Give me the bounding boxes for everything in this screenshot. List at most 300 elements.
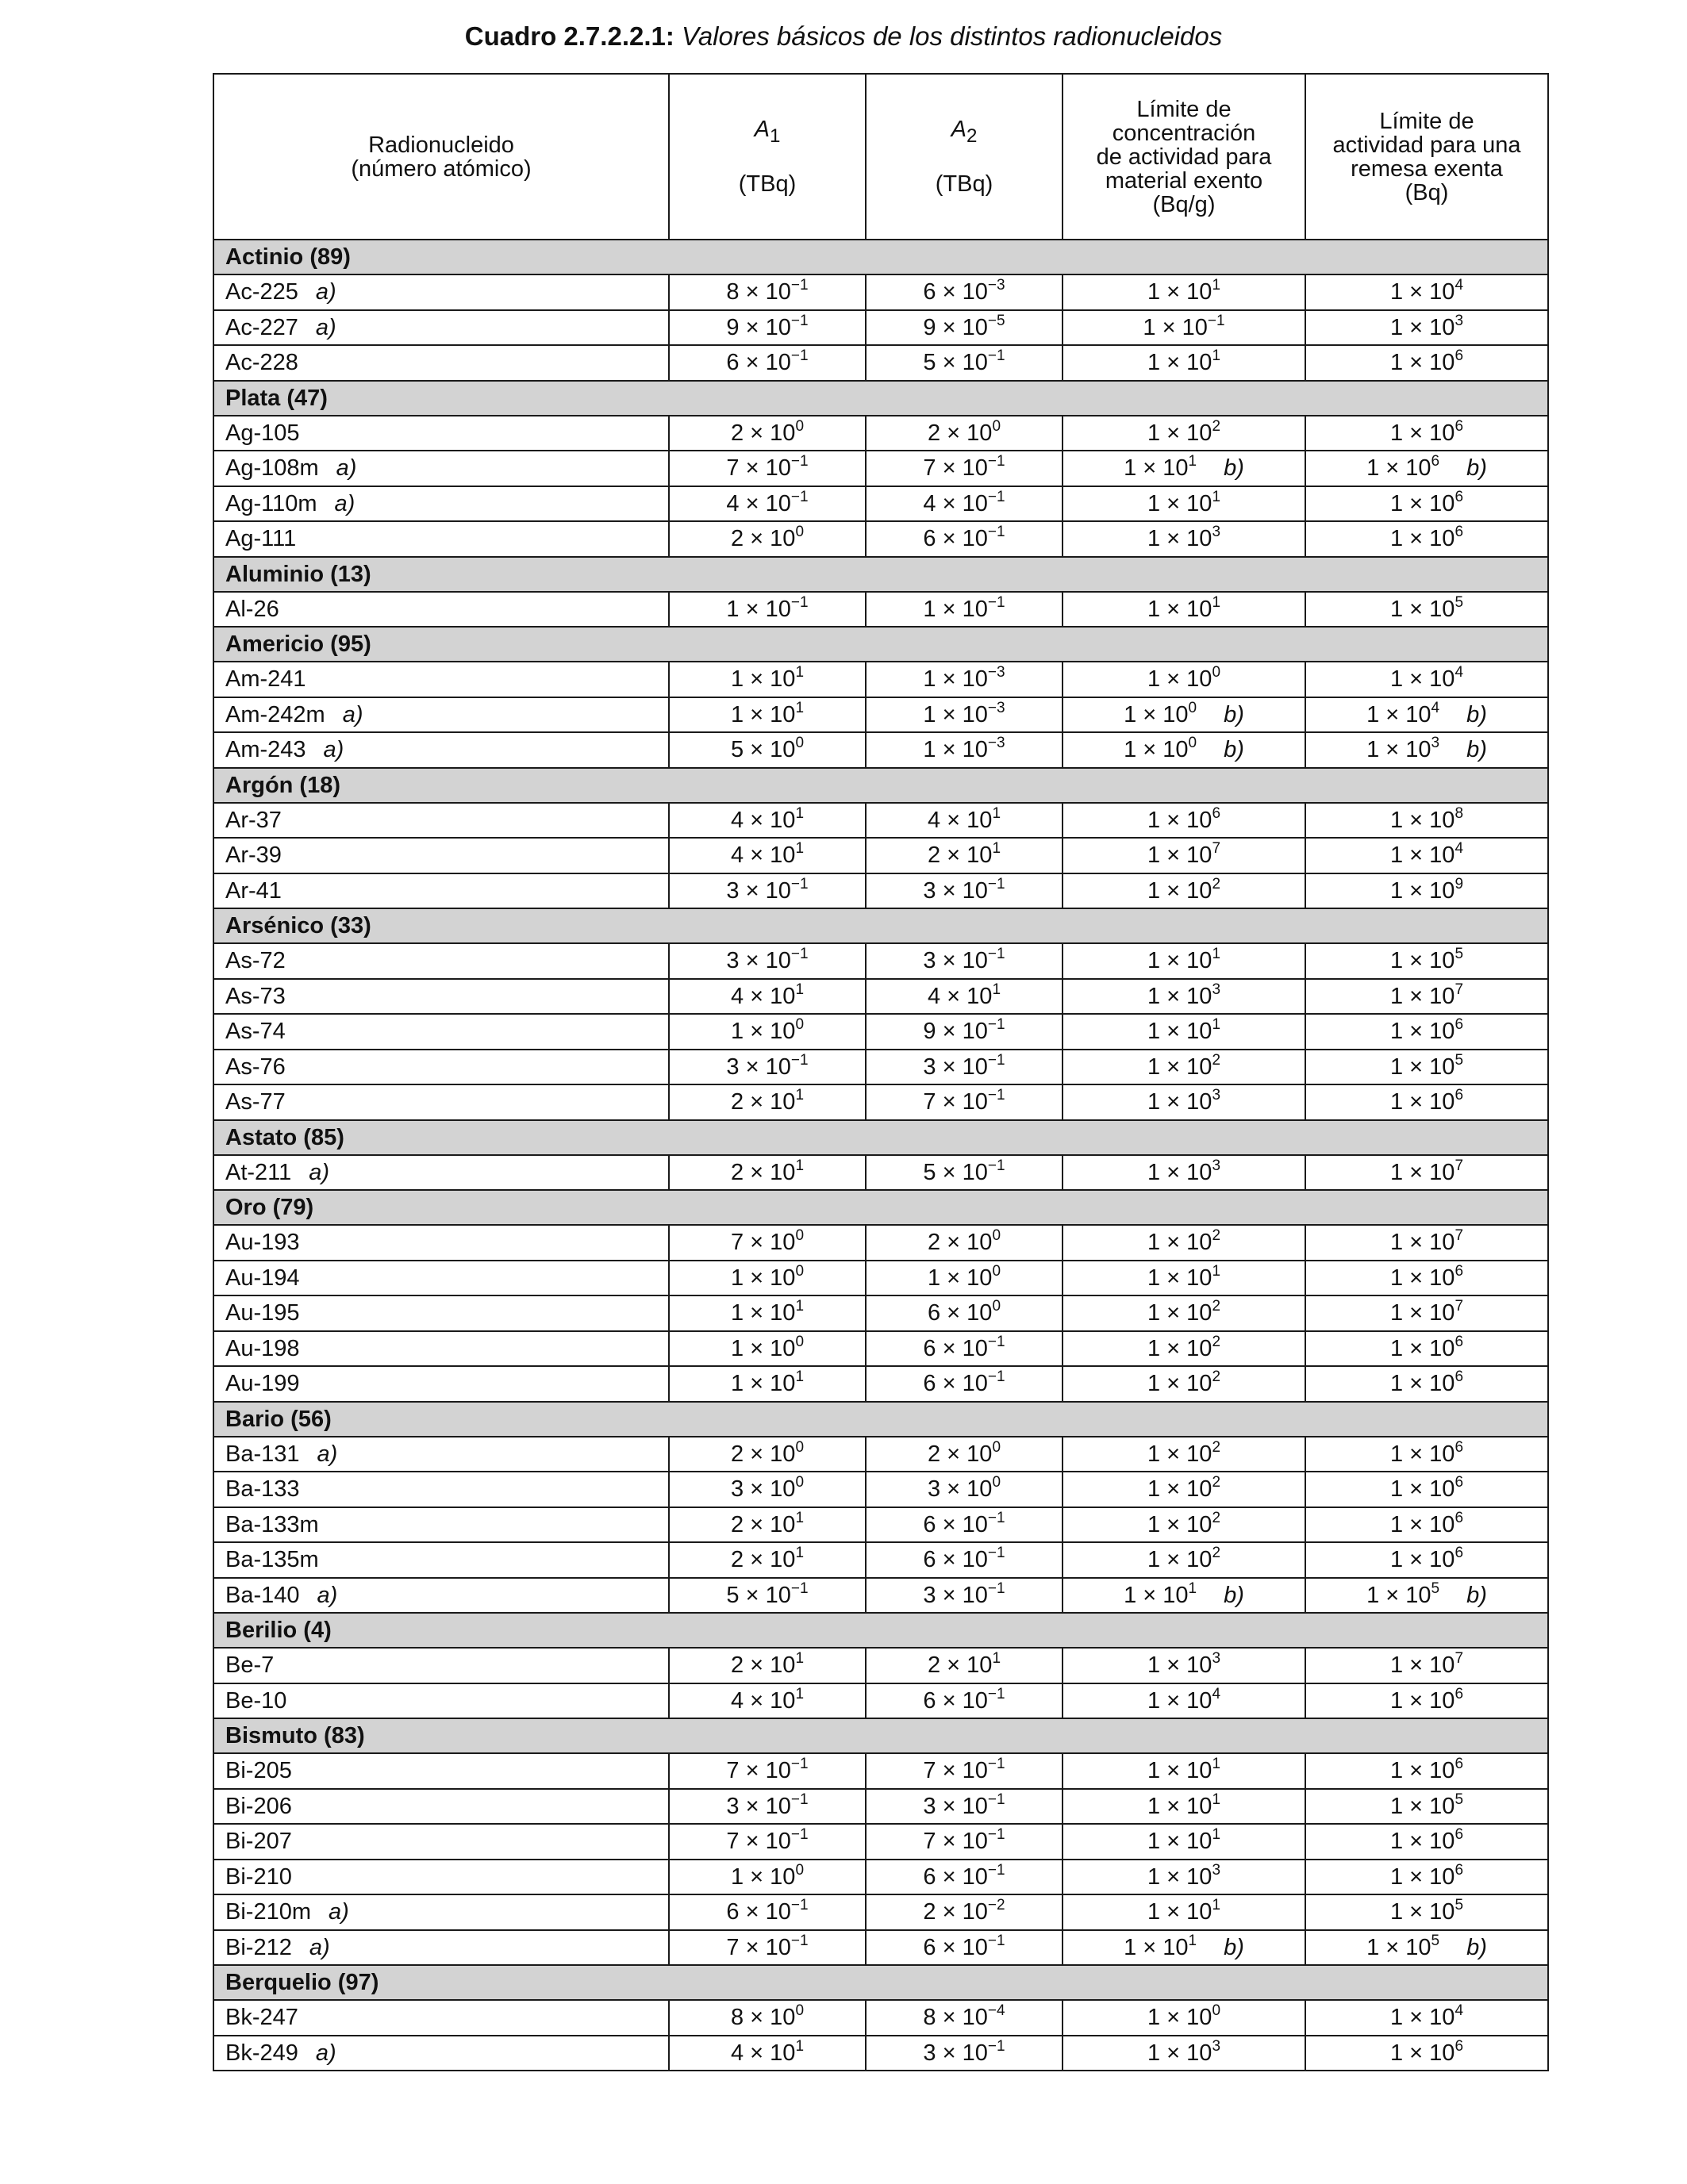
base-ten: 10 <box>1429 1547 1455 1573</box>
times-sign: × <box>1166 1793 1181 1819</box>
consignment-limit-value <box>1389 2037 1464 2066</box>
concentration-limit-value <box>1147 1652 1220 1678</box>
base-ten: 10 <box>1429 1511 1455 1537</box>
a2-cell <box>866 1507 1063 1543</box>
base-ten: 10 <box>966 1652 993 1679</box>
base-ten: 10 <box>770 701 796 727</box>
concentration-limit-value-exponent: 1 <box>1212 347 1221 365</box>
base-ten: 10 <box>966 1265 993 1291</box>
times-sign: × <box>1409 666 1424 693</box>
base-ten: 10 <box>966 1476 993 1503</box>
footnote-b: b) <box>1466 1934 1487 1960</box>
base-ten: 10 <box>1429 1652 1455 1679</box>
times-sign: × <box>745 350 759 376</box>
table-row <box>213 1331 1548 1367</box>
base-ten: 10 <box>765 1054 791 1080</box>
nuclide-cell <box>213 1084 669 1120</box>
a2-value-exponent: −1 <box>987 1157 1005 1174</box>
a2-cell <box>866 1331 1063 1367</box>
concentration-limit-cell <box>1063 1824 1305 1860</box>
a2-value-mantissa: 1 <box>927 1265 941 1291</box>
times-sign: × <box>942 1829 956 1855</box>
a2-value-mantissa: 3 <box>923 1054 936 1080</box>
consignment-limit-value-mantissa: 1 <box>1389 350 1404 376</box>
times-sign: × <box>1166 1159 1181 1185</box>
a2-value-mantissa: 3 <box>923 948 936 974</box>
base-ten: 10 <box>962 350 988 376</box>
a2-value-mantissa: 6 <box>923 1934 936 1960</box>
times-sign: × <box>942 1934 956 1960</box>
nuclide-cell <box>213 592 669 628</box>
concentration-limit-value-exponent: 1 <box>1188 453 1197 470</box>
footnote-a: a) <box>315 279 336 305</box>
concentration-limit-cell <box>1063 2000 1305 2036</box>
times-sign: × <box>1166 807 1181 833</box>
times-sign: × <box>1166 526 1181 552</box>
nuclide-name: Am-243 <box>225 737 306 763</box>
base-ten: 10 <box>1429 807 1455 833</box>
a2-cell <box>866 873 1063 909</box>
a2-cell <box>866 1930 1063 1966</box>
base-ten: 10 <box>962 314 988 340</box>
consignment-limit-value-mantissa: 1 <box>1366 455 1380 482</box>
consignment-limit-value-mantissa: 1 <box>1389 1441 1404 1467</box>
element-group-name: Astato (85) <box>213 1120 1548 1155</box>
a1-value-exponent: 1 <box>795 1087 805 1104</box>
consignment-limit-value <box>1390 1300 1463 1326</box>
times-sign: × <box>1385 701 1400 727</box>
consignment-limit-value-exponent: 5 <box>1455 946 1464 963</box>
concentration-limit-value-exponent: 7 <box>1212 840 1221 858</box>
a1-cell <box>669 486 866 522</box>
footnote-a: a) <box>309 1159 330 1185</box>
concentration-limit-value <box>1147 1333 1221 1361</box>
times-sign: × <box>745 1758 759 1784</box>
base-ten: 10 <box>962 1829 988 1855</box>
times-sign: × <box>1409 1687 1424 1714</box>
a2-value-mantissa: 7 <box>923 1089 936 1115</box>
footnote-a: a) <box>309 1934 330 1960</box>
base-ten: 10 <box>765 1899 791 1925</box>
a1-value-mantissa: 3 <box>726 1793 740 1819</box>
times-sign: × <box>1409 1793 1424 1819</box>
footnote-a: a) <box>315 314 336 340</box>
a1-value <box>730 1157 805 1185</box>
concentration-limit-value-exponent: 3 <box>1212 1861 1221 1879</box>
base-ten: 10 <box>1186 1652 1212 1679</box>
a2-value-exponent: −1 <box>987 1861 1005 1879</box>
times-sign: × <box>1162 314 1176 340</box>
nuclide-cell <box>213 1050 669 1085</box>
a2-value-mantissa: 6 <box>923 1547 936 1573</box>
base-ten: 10 <box>1186 948 1212 974</box>
a2-value <box>928 1652 1001 1678</box>
a1-value-mantissa: 2 <box>730 1159 744 1185</box>
base-ten: 10 <box>962 1547 988 1573</box>
a2-value <box>923 279 1005 305</box>
base-ten: 10 <box>765 490 791 516</box>
base-ten: 10 <box>770 1019 796 1045</box>
a1-cell <box>669 310 866 346</box>
a1-cell <box>669 873 866 909</box>
base-ten: 10 <box>770 807 796 833</box>
times-sign: × <box>947 1476 961 1503</box>
base-ten: 10 <box>1429 490 1455 516</box>
times-sign: × <box>942 1687 956 1714</box>
base-ten: 10 <box>1186 596 1212 622</box>
a2-value-exponent: 0 <box>992 417 1001 435</box>
times-sign: × <box>1166 2005 1181 2031</box>
concentration-limit-cell <box>1063 274 1305 310</box>
consignment-limit-value <box>1390 1758 1463 1783</box>
nuclide-cell <box>213 1225 669 1261</box>
base-ten: 10 <box>770 420 796 446</box>
concentration-limit-value-exponent: 1 <box>1212 1897 1221 1914</box>
times-sign: × <box>750 420 764 446</box>
concentration-limit-value-mantissa: 1 <box>1147 1300 1161 1326</box>
consignment-limit-value-exponent: 6 <box>1455 1545 1464 1562</box>
consignment-limit-value <box>1366 455 1439 481</box>
consignment-limit-cell <box>1305 1753 1548 1789</box>
element-group-name: Berquelio (97) <box>213 1965 1548 2000</box>
a1-value <box>726 593 809 622</box>
a2-cell <box>866 1542 1063 1578</box>
concentration-limit-value-mantissa: 1 <box>1147 2005 1161 2031</box>
table-row <box>213 1366 1548 1402</box>
concentration-limit-value <box>1124 699 1197 727</box>
concentration-limit-value <box>1147 488 1221 516</box>
table-row <box>213 1084 1548 1120</box>
concentration-limit-cell <box>1063 873 1305 909</box>
times-sign: × <box>745 1054 759 1080</box>
a2-value-exponent: −1 <box>987 1368 1005 1386</box>
a2-cell <box>866 1050 1063 1085</box>
times-sign: × <box>1166 1300 1181 1326</box>
consignment-limit-cell <box>1305 451 1548 486</box>
times-sign: × <box>1166 1511 1181 1537</box>
concentration-limit-value-mantissa: 1 <box>1147 843 1161 869</box>
times-sign: × <box>745 1582 759 1608</box>
times-sign: × <box>750 701 764 727</box>
concentration-limit-value <box>1147 1899 1220 1925</box>
concentration-limit-value-exponent: 3 <box>1212 1650 1221 1668</box>
consignment-limit-value-exponent: 4 <box>1455 277 1464 294</box>
nuclide-cell <box>213 697 669 733</box>
base-ten: 10 <box>1186 1793 1212 1819</box>
nuclide-cell <box>213 1648 669 1683</box>
a1-value-exponent: 0 <box>795 1262 805 1280</box>
nuclide-cell <box>213 1894 669 1930</box>
nuclide-cell <box>213 803 669 839</box>
base-ten: 10 <box>1182 314 1208 340</box>
consignment-limit-cell <box>1305 1789 1548 1825</box>
element-group-row <box>213 381 1548 416</box>
consignment-limit-value <box>1390 1899 1463 1925</box>
base-ten: 10 <box>1429 1864 1455 1890</box>
consignment-limit-value-exponent: 5 <box>1455 1897 1464 1914</box>
concentration-limit-value-exponent: 2 <box>1212 1545 1221 1562</box>
a2-value-mantissa: 4 <box>927 983 941 1009</box>
radionuclide-table <box>213 73 1549 2071</box>
base-ten: 10 <box>765 1758 791 1784</box>
base-ten: 10 <box>1186 526 1212 552</box>
consignment-limit-cell <box>1305 2036 1548 2071</box>
times-sign: × <box>942 2005 956 2031</box>
a1-value-exponent: −1 <box>790 277 809 294</box>
a1-value-mantissa: 1 <box>730 1265 744 1291</box>
nuclide-cell <box>213 1578 669 1614</box>
base-ten: 10 <box>1405 737 1431 763</box>
concentration-limit-value-exponent: 3 <box>1212 981 1221 998</box>
base-ten: 10 <box>765 1793 791 1819</box>
concentration-limit-value <box>1147 417 1221 446</box>
caption-title: Valores básicos de los distintos radionucleidos <box>682 21 1223 51</box>
a1-value <box>730 1262 805 1291</box>
times-sign: × <box>1409 1265 1424 1291</box>
times-sign: × <box>1409 983 1424 1009</box>
nuclide-name: Ar-39 <box>225 843 282 869</box>
times-sign: × <box>750 1230 764 1256</box>
times-sign: × <box>1409 1230 1424 1256</box>
concentration-limit-cell <box>1063 803 1305 839</box>
a2-value-mantissa: 6 <box>923 1511 936 1537</box>
consignment-limit-value <box>1389 840 1464 869</box>
base-ten: 10 <box>1186 1511 1212 1537</box>
a1-value-mantissa: 1 <box>730 666 744 693</box>
table-row <box>213 486 1548 522</box>
concentration-limit-cell <box>1063 1789 1305 1825</box>
a2-value <box>923 1579 1005 1608</box>
consignment-limit-cell <box>1305 943 1548 979</box>
nuclide-name: Al-26 <box>225 596 279 622</box>
table-body <box>213 240 1548 2071</box>
a1-value-mantissa: 1 <box>730 1019 744 1045</box>
concentration-limit-value-mantissa: 1 <box>1147 1547 1161 1573</box>
concentration-limit-value-exponent: 1 <box>1188 1932 1197 1949</box>
a2-cell <box>866 732 1063 768</box>
concentration-limit-value-mantissa: 1 <box>1147 1054 1161 1080</box>
consignment-limit-value-exponent: 7 <box>1455 1650 1464 1668</box>
base-ten: 10 <box>962 701 988 727</box>
concentration-limit-value-mantissa: 1 <box>1147 1335 1161 1361</box>
a2-value <box>923 347 1005 376</box>
concentration-limit-value-mantissa: 1 <box>1147 1652 1161 1679</box>
base-ten: 10 <box>765 596 791 622</box>
footnote-b: b) <box>1466 455 1487 482</box>
a2-value <box>927 417 1001 446</box>
consignment-limit-value <box>1389 1861 1464 1890</box>
base-ten: 10 <box>1186 1265 1212 1291</box>
a2-value-mantissa: 6 <box>923 279 936 305</box>
base-ten: 10 <box>1186 1089 1212 1115</box>
table-header-row <box>213 74 1548 240</box>
nuclide-name: Ag-110m <box>225 490 317 516</box>
base-ten: 10 <box>1405 1582 1431 1608</box>
times-sign: × <box>1166 420 1181 446</box>
element-group-row <box>213 768 1548 803</box>
times-sign: × <box>1166 1441 1181 1467</box>
a1-cell <box>669 1155 866 1191</box>
nuclide-name: Au-194 <box>225 1265 300 1291</box>
consignment-limit-value-mantissa: 1 <box>1389 1758 1404 1784</box>
a1-value <box>730 1861 805 1890</box>
nuclide-name: Bk-247 <box>225 2005 298 2031</box>
concentration-limit-cell <box>1063 838 1305 873</box>
a2-value <box>923 312 1005 340</box>
concentration-limit-value <box>1147 1861 1221 1890</box>
a1-value <box>731 526 804 551</box>
base-ten: 10 <box>765 1829 791 1855</box>
nuclide-name: Ac-227 <box>225 314 298 340</box>
concentration-limit-value-mantissa: 1 <box>1147 1230 1161 1256</box>
consignment-limit-value-mantissa: 1 <box>1389 1019 1404 1045</box>
consignment-limit-cell <box>1305 979 1548 1015</box>
consignment-limit-value-exponent: 5 <box>1455 1051 1464 1069</box>
a2-cell <box>866 1295 1063 1331</box>
times-sign: × <box>942 279 956 305</box>
a2-value-exponent: 0 <box>992 1438 1001 1456</box>
a1-value-mantissa: 4 <box>726 490 740 516</box>
base-ten: 10 <box>1429 1476 1455 1503</box>
a1-value <box>730 1368 805 1397</box>
a1-value-mantissa: 6 <box>726 1899 740 1925</box>
nuclide-name: As-74 <box>225 1019 286 1045</box>
footnote-b: b) <box>1224 455 1244 482</box>
table-row <box>213 451 1548 486</box>
concentration-limit-value-mantissa: 1 <box>1147 1829 1161 1855</box>
concentration-limit-cell <box>1063 1295 1305 1331</box>
base-ten: 10 <box>1162 455 1189 482</box>
base-ten: 10 <box>962 1089 988 1115</box>
a1-value <box>731 1547 804 1572</box>
table-row <box>213 943 1548 979</box>
a2-value <box>923 2037 1005 2066</box>
base-ten: 10 <box>1186 490 1212 516</box>
a1-cell <box>669 592 866 628</box>
concentration-limit-cell <box>1063 1753 1305 1789</box>
base-ten: 10 <box>1429 1300 1455 1326</box>
times-sign: × <box>745 1934 759 1960</box>
base-ten: 10 <box>770 1371 796 1397</box>
table-row <box>213 979 1548 1015</box>
concentration-limit-value-mantissa: 1 <box>1147 1758 1161 1784</box>
base-ten: 10 <box>966 983 993 1009</box>
base-ten: 10 <box>1186 1441 1212 1467</box>
consignment-limit-value-exponent: 4 <box>1431 699 1440 716</box>
times-sign: × <box>1166 1371 1181 1397</box>
a1-value-exponent: 1 <box>795 981 805 998</box>
base-ten: 10 <box>1429 1054 1455 1080</box>
base-ten: 10 <box>1186 1371 1212 1397</box>
consignment-limit-value-exponent: 4 <box>1455 2002 1464 2020</box>
base-ten: 10 <box>1186 1758 1212 1784</box>
concentration-limit-value-exponent: 1 <box>1212 1826 1221 1844</box>
times-sign: × <box>947 1652 961 1679</box>
a2-value <box>923 1089 1005 1115</box>
consignment-limit-value-exponent: 5 <box>1455 593 1464 611</box>
times-sign: × <box>942 526 956 552</box>
a2-value-exponent: −1 <box>987 488 1005 505</box>
nuclide-cell <box>213 451 669 486</box>
times-sign: × <box>1143 701 1157 727</box>
base-ten: 10 <box>962 1582 988 1608</box>
a1-value-exponent: 0 <box>795 417 805 435</box>
a2-value-exponent: −1 <box>987 1756 1005 1773</box>
a1-value-exponent: 0 <box>795 1227 805 1245</box>
a2-value-mantissa: 4 <box>923 490 936 516</box>
a2-value-exponent: −1 <box>987 1509 1005 1526</box>
a2-value <box>923 1368 1005 1397</box>
a1-value-mantissa: 1 <box>730 1335 744 1361</box>
consignment-limit-value <box>1390 1476 1463 1502</box>
a2-value-mantissa: 7 <box>923 1829 936 1855</box>
a1-value-mantissa: 9 <box>726 314 740 340</box>
concentration-limit-cell <box>1063 979 1305 1015</box>
concentration-limit-value-exponent: 3 <box>1212 524 1221 541</box>
footnote-a: a) <box>334 490 355 516</box>
a1-value-mantissa: 2 <box>730 1652 744 1679</box>
base-ten: 10 <box>1429 420 1455 446</box>
consignment-limit-value-exponent: 6 <box>1455 524 1464 541</box>
times-sign: × <box>750 737 764 763</box>
consignment-limit-value-exponent: 3 <box>1431 735 1440 752</box>
a1-value <box>726 1758 808 1783</box>
nuclide-cell <box>213 979 669 1015</box>
footnote-a: a) <box>317 1582 338 1608</box>
a2-value-mantissa: 3 <box>923 1793 936 1819</box>
base-ten: 10 <box>770 1476 796 1503</box>
a1-value-mantissa: 1 <box>726 596 740 622</box>
concentration-limit-value <box>1147 1438 1221 1467</box>
nuclide-cell <box>213 274 669 310</box>
base-ten: 10 <box>966 1300 993 1326</box>
concentration-limit-value <box>1147 526 1220 551</box>
nuclide-name: Ag-111 <box>225 526 297 552</box>
consignment-limit-value-exponent: 5 <box>1455 1791 1464 1808</box>
consignment-limit-value <box>1389 2002 1464 2031</box>
consignment-limit-value-exponent: 6 <box>1431 453 1440 470</box>
a2-value-mantissa: 3 <box>923 1582 936 1608</box>
a1-cell <box>669 1295 866 1331</box>
base-ten: 10 <box>1429 1829 1455 1855</box>
a2-value-exponent: −1 <box>987 453 1005 470</box>
a2-cell <box>866 1860 1063 1895</box>
a1-value-mantissa: 7 <box>726 1829 740 1855</box>
consignment-limit-value-mantissa: 1 <box>1389 1089 1404 1115</box>
base-ten: 10 <box>1186 807 1212 833</box>
times-sign: × <box>1409 1864 1424 1890</box>
concentration-limit-value <box>1147 840 1221 869</box>
a1-value-exponent: 1 <box>795 699 805 716</box>
a1-value-exponent: −1 <box>790 1791 809 1808</box>
a1-cell <box>669 1507 866 1543</box>
nuclide-name: Ba-135m <box>225 1547 319 1573</box>
base-ten: 10 <box>770 2005 796 2031</box>
consignment-limit-value <box>1390 279 1463 305</box>
a1-value <box>730 804 805 833</box>
consignment-limit-value <box>1389 804 1464 833</box>
nuclide-cell <box>213 2000 669 2036</box>
consignment-limit-value-exponent: 6 <box>1455 1438 1464 1456</box>
concentration-limit-value <box>1147 2002 1221 2031</box>
concentration-limit-value <box>1147 1547 1220 1572</box>
concentration-limit-value-exponent: 1 <box>1212 1791 1221 1808</box>
consignment-limit-cell <box>1305 345 1548 381</box>
table-row <box>213 732 1548 768</box>
a2-value <box>923 1758 1005 1783</box>
concentration-limit-value-exponent: 1 <box>1188 1579 1197 1597</box>
concentration-limit-value <box>1147 593 1221 622</box>
